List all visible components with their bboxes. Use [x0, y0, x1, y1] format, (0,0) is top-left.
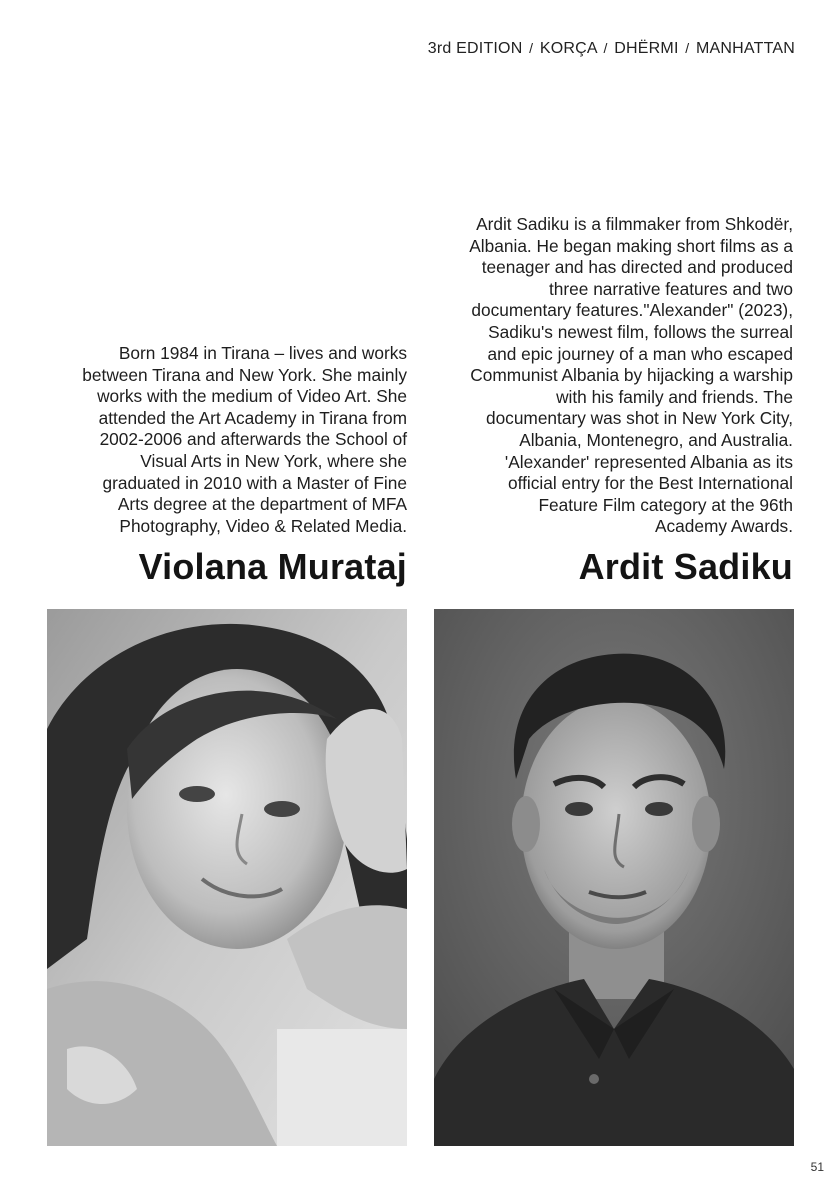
portrait-man-image [434, 609, 794, 1146]
artist-bio: Ardit Sadiku is a filmmaker from Shkodër, Albania. He began making short films as a teenager and has directed and produced three narrative features and two documentary features."Alexander" (2023), Sadiku's newest film, follows the surreal and epic journey of a man who escaped Communist Albania by hijacking a warship with his family and friends. The documentary was shot in New York City, Albania, Montenegro, and Australia. 'Alexander' represented Albania as its official entry for the Best International Feature Film category at the 96th Academy Awards. [469, 214, 793, 537]
artist-profile-violana [42, 0, 407, 1191]
artist-portrait-photo [434, 609, 794, 1146]
header-separator: / [685, 40, 690, 56]
header-separator: / [529, 40, 534, 56]
artist-portrait-photo [47, 609, 407, 1146]
header-separator: / [603, 40, 608, 56]
location-manhattan: MANHATTAN [696, 40, 795, 57]
artist-name: Violana Murataj [138, 546, 407, 587]
location-dhermi: DHËRMI [614, 40, 679, 57]
artist-profile-ardit [428, 0, 793, 1191]
location-korca: KORÇA [539, 40, 597, 57]
portrait-woman-image [47, 609, 407, 1146]
artist-bio: Born 1984 in Tirana – lives and works between Tirana and New York. She mainly works with the medium of Video Art. She attended the Art Academy in Tirana from 2002-2006 and afterwards the School of Visual Arts in New York, where she graduated in 2010 with a Master of Fine Arts degree at the department of MFA Photography, Video & Related Media. [82, 343, 407, 536]
page-number: 51 [810, 1160, 824, 1174]
edition-label: 3rd EDITION [427, 40, 523, 57]
artist-name: Ardit Sadiku [578, 546, 793, 587]
